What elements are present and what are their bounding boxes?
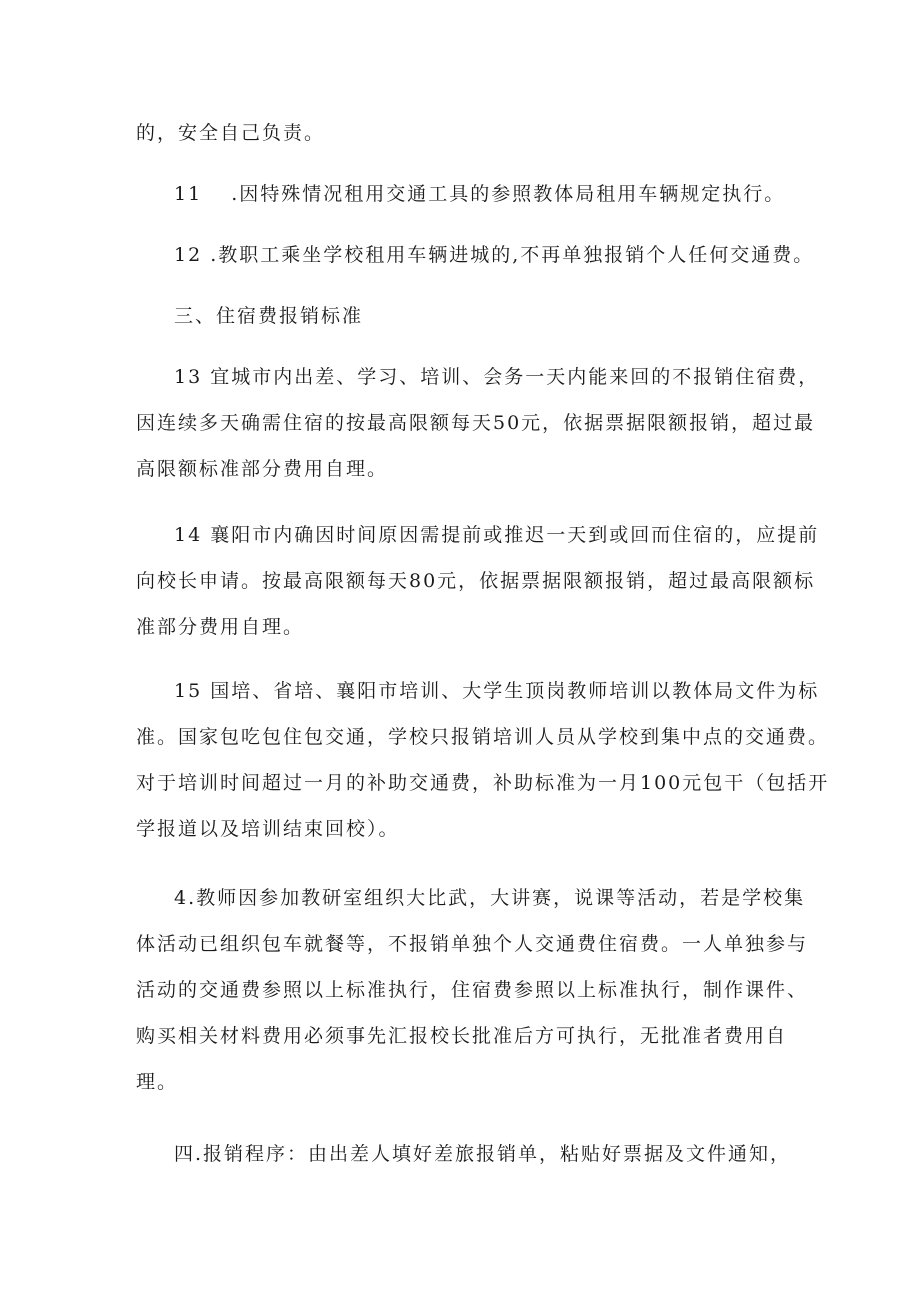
- text-line: 向校长申请。按最高限额每天80元，依据票据限额报销，超过最高限额标: [136, 570, 816, 592]
- paragraph-item-4-competitions: [136, 875, 809, 1105]
- paragraph-item-11: [136, 171, 834, 217]
- paragraph-item-15: [136, 668, 830, 852]
- text-line: 理。: [136, 1071, 179, 1093]
- text-line: 高限额标准部分费用自理。: [136, 458, 389, 480]
- text-line: 14 襄阳市内确因时间原因需提前或推迟一天到或回而住宿的，应提前: [174, 524, 820, 546]
- text-line: 体活动已组织包车就餐等，不报销单独个人交通费住宿费。一人单独参与: [136, 933, 809, 955]
- text-line: 因连续多天确需住宿的按最高限额每天50元，依据票据限额报销，超过最: [136, 412, 816, 434]
- text-line: 的，安全自己负责。: [136, 122, 326, 144]
- text-line: 11 .因特殊情况租用交通工具的参照教体局租用车辆规定执行。: [174, 183, 786, 205]
- text-line: 活动的交通费参照以上标准执行，住宿费参照以上标准执行，制作课件、: [136, 979, 809, 1001]
- section-heading-lodging: [136, 293, 834, 339]
- text-line: 购买相关材料费用必须事先汇报校长批准后方可执行，无批准者费用自: [136, 1025, 788, 1047]
- text-line: 15 国培、省培、襄阳市培训、大学生顶岗教师培训以教体局文件为标: [174, 680, 820, 702]
- paragraph-safety-responsibility: [136, 110, 796, 156]
- text-line: 12 .教职工乘坐学校租用车辆进城的,不再单独报销个人任何交通费。: [174, 244, 815, 266]
- text-line: 学报道以及培训结束回校）。: [136, 818, 400, 840]
- paragraph-item-13: [136, 354, 820, 492]
- paragraph-item-12: [136, 232, 834, 278]
- heading-line: 三、住宿费报销标准: [174, 305, 364, 327]
- text-line: 对于培训时间超过一月的补助交通费，补助标准为一月100元包干（包括开: [136, 772, 830, 794]
- text-line: 准。国家包吃包住包交通，学校只报销培训人员从学校到集中点的交通费。: [136, 726, 830, 748]
- text-line: 准部分费用自理。: [136, 616, 305, 638]
- text-line: 4.教师因参加教研室组织大比武，大讲赛，说课等活动，若是学校集: [174, 887, 806, 909]
- text-line: 13 宜城市内出差、学习、培训、会务一天内能来回的不报销住宿费，: [174, 366, 820, 388]
- section-heading-reimbursement-procedure: [136, 1131, 834, 1177]
- paragraph-item-14: [136, 512, 820, 650]
- heading-line: 四.报销程序：由出差人填好差旅报销单，粘贴好票据及文件通知，: [174, 1143, 792, 1165]
